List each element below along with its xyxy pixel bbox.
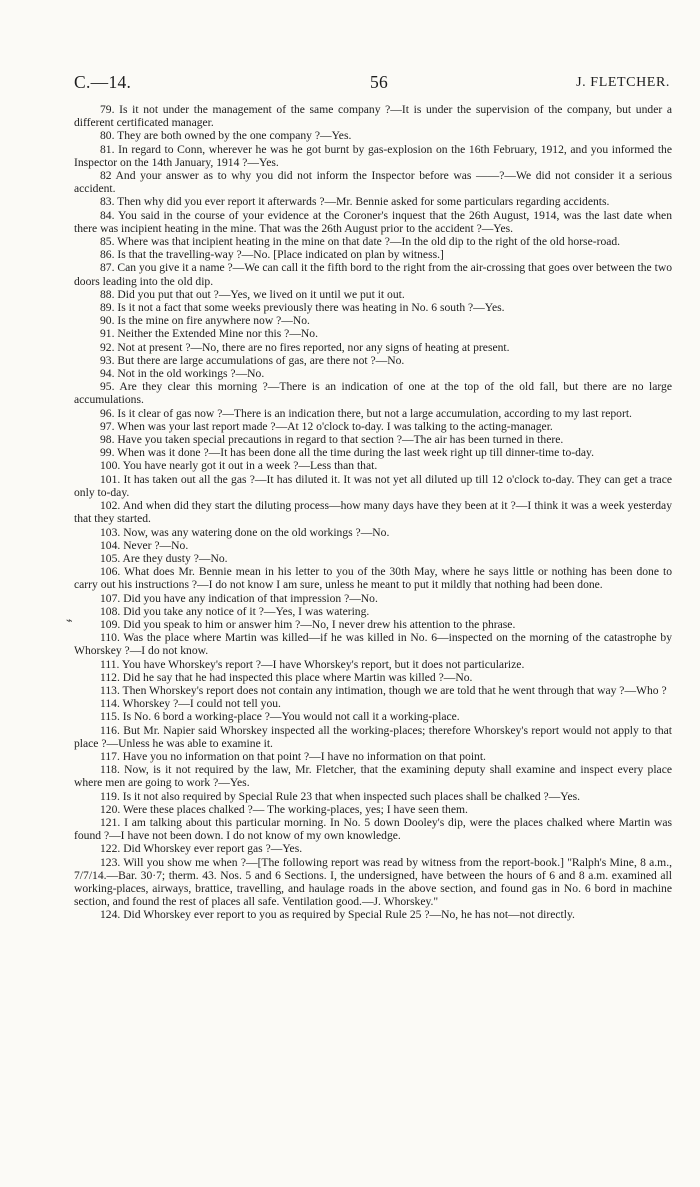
question-92: 92. Not at present ?—No, there are no fires reported, nor any signs of heating at present. <box>100 340 510 354</box>
question-101: 101. It has taken out all the gas ?—It has diluted it. It was not yet all diluted up till 12 o'clock to-day. They can get a trace only to-day. <box>74 472 672 499</box>
question-108: 108. Did you take any notice of it ?—Yes, I was watering. <box>100 604 370 618</box>
question-115: 115. Is No. 6 bord a working-place ?—You would not call it a working-place. <box>100 710 460 724</box>
question-80: 80. They are both owned by the one company ?—Yes. <box>100 129 352 143</box>
question-103: 103. Now, was any watering done on the old workings ?—No. <box>100 525 390 539</box>
question-88: 88. Did you put that out ?—Yes, we lived on it until we put it out. <box>100 287 405 301</box>
question-93: 93. But there are large accumulations of gas, are there not ?—No. <box>100 353 405 367</box>
question-98: 98. Have you taken special precautions in regard to that section ?—The air has been turned in there. <box>100 433 564 447</box>
question-121: 121. I am talking about this particular morning. In No. 5 down Dooley's dip, were the places chalked where Martin was found ?—I have not been down. I do not know of my own knowledge. <box>74 815 672 843</box>
question-106: 106. What does Mr. Bennie mean in his letter to you of the 30th May, where he says little or nothing has been done to carry out his instructions ?—I do not know I am sure, unless he meant to put it mildly that nothing had been done. <box>74 565 672 592</box>
question-97: 97. When was your last report made ?—At 12 o'clock to-day. I was talking to the acting-manager. <box>100 419 553 433</box>
question-118: 118. Now, is it not required by the law, Mr. Fletcher, that the examining deputy shall examine and inspect every place where men are going to work ?—Yes. <box>74 763 672 790</box>
question-95: 95. Are they clear this morning ?—There is an indication of one at the top of the old fall, but there are no large accumulations. <box>74 380 672 407</box>
question-107: 107. Did you have any indication of that impression ?—No. <box>100 591 378 605</box>
question-96: 96. Is it clear of gas now ?—There is an indication there, but not a large accumulation, according to my last report. <box>100 406 632 420</box>
report-code: C.—14. <box>74 72 132 92</box>
question-114: 114. Whorskey ?—I could not tell you. <box>100 697 281 711</box>
question-109: 109. Did you speak to him or answer him ?—No, I never drew his attention to the phrase. <box>100 617 516 631</box>
margin-mark: ⌁ <box>66 615 73 627</box>
question-87: 87. Can you give it a name ?—We can call it the fifth bord to the right from the air-crossing that goes over between the two doors leading into the old dip. <box>74 261 672 288</box>
question-105: 105. Are they dusty ?—No. <box>100 551 228 565</box>
question-122: 122. Did Whorskey ever report gas ?—Yes. <box>100 842 303 856</box>
question-102: 102. And when did they start the diluting process—how many days have they been at it ?—I think it was a week yesterday that they started. <box>74 499 672 526</box>
question-86: 86. Is that the travelling-way ?—No. [Place indicated on plan by witness.] <box>100 248 444 262</box>
page-header <box>74 72 670 94</box>
question-104: 104. Never ?—No. <box>100 538 189 552</box>
question-111: 111. You have Whorskey's report ?—I have Whorskey's report, but it does not particularize. <box>100 657 525 671</box>
question-120: 120. Were these places chalked ?— The working-places, yes; I have seen them. <box>100 802 468 816</box>
question-123: 123. Will you show me when ?—[The following report was read by witness from the report-book.] "Ralph's Mine, 8 a.m., 7/7/14.—Bar. 30·7; therm. 43. Nos. 5 and 6 Sections. I, the undersigned, have between the hours of 6 and 8 a.m. examined all working-places, airways, brattice, travelling, and haulage roads in the above section, and found gas in No. 6 bord in machine section, and found the rest of places all safe. Ventilation good.—J. Whorskey." <box>74 855 672 909</box>
question-85: 85. Where was that incipient heating in the mine on that date ?—In the old dip to the right of the old horse-road. <box>100 235 621 249</box>
question-89: 89. Is it not a fact that some weeks previously there was heating in No. 6 south ?—Yes. <box>100 301 505 315</box>
question-119: 119. Is it not also required by Special Rule 23 that when inspected such places shall be chalked ?—Yes. <box>100 789 581 803</box>
page-number: 56 <box>370 72 389 92</box>
question-91: 91. Neither the Extended Mine nor this ?—No. <box>100 327 318 341</box>
question-82: 82 And your answer as to why you did not inform the Inspector before was ——?—We did not consider it a serious accident. <box>74 169 672 196</box>
question-81: 81. In regard to Conn, wherever he was he got burnt by gas-explosion on the 16th February, 1912, and you informed the Inspector on the 14th January, 1914 ?—Yes. <box>74 142 672 169</box>
question-79: 79. Is it not under the management of the same company ?—It is under the supervision of the company, but under a different certificated manager. <box>74 103 672 130</box>
question-117: 117. Have you no information on that point ?—I have no information on that point. <box>100 749 486 763</box>
question-99: 99. When was it done ?—It has been done all the time during the last week right up till dinner-time to-day. <box>100 446 594 460</box>
witness-name: J. FLETCHER. <box>576 75 670 90</box>
question-124: 124. Did Whorskey ever report to you as required by Special Rule 25 ?—No, he has not—not directly. <box>100 908 575 922</box>
question-112: 112. Did he say that he had inspected this place where Martin was killed ?—No. <box>100 670 473 684</box>
question-90: 90. Is the mine on fire anywhere now ?—No. <box>100 314 310 328</box>
question-83: 83. Then why did you ever report it afterwards ?—Mr. Bennie asked for some particulars regarding accidents. <box>100 195 610 209</box>
question-84: 84. You said in the course of your evidence at the Coroner's inquest that the 26th August, 1914, was the last date when there was incipient heating in the mine. That was the 26th August prior to the accident ?—Yes. <box>74 208 672 235</box>
question-116: 116. But Mr. Napier said Whorskey inspected all the working-places; therefore Whorskey's report would not apply to that place ?—Unless he was able to examine it. <box>74 723 672 750</box>
question-94: 94. Not in the old workings ?—No. <box>100 367 265 381</box>
question-110: 110. Was the place where Martin was killed—if he was killed in No. 6—inspected on the morning of the catastrophe by Whorskey ?—I do not know. <box>74 631 672 658</box>
testimony-body <box>74 103 672 922</box>
question-100: 100. You have nearly got it out in a week ?—Less than that. <box>100 459 378 473</box>
question-113: 113. Then Whorskey's report does not contain any intimation, though we are told that he went through that way ?—Who ? <box>100 683 667 697</box>
